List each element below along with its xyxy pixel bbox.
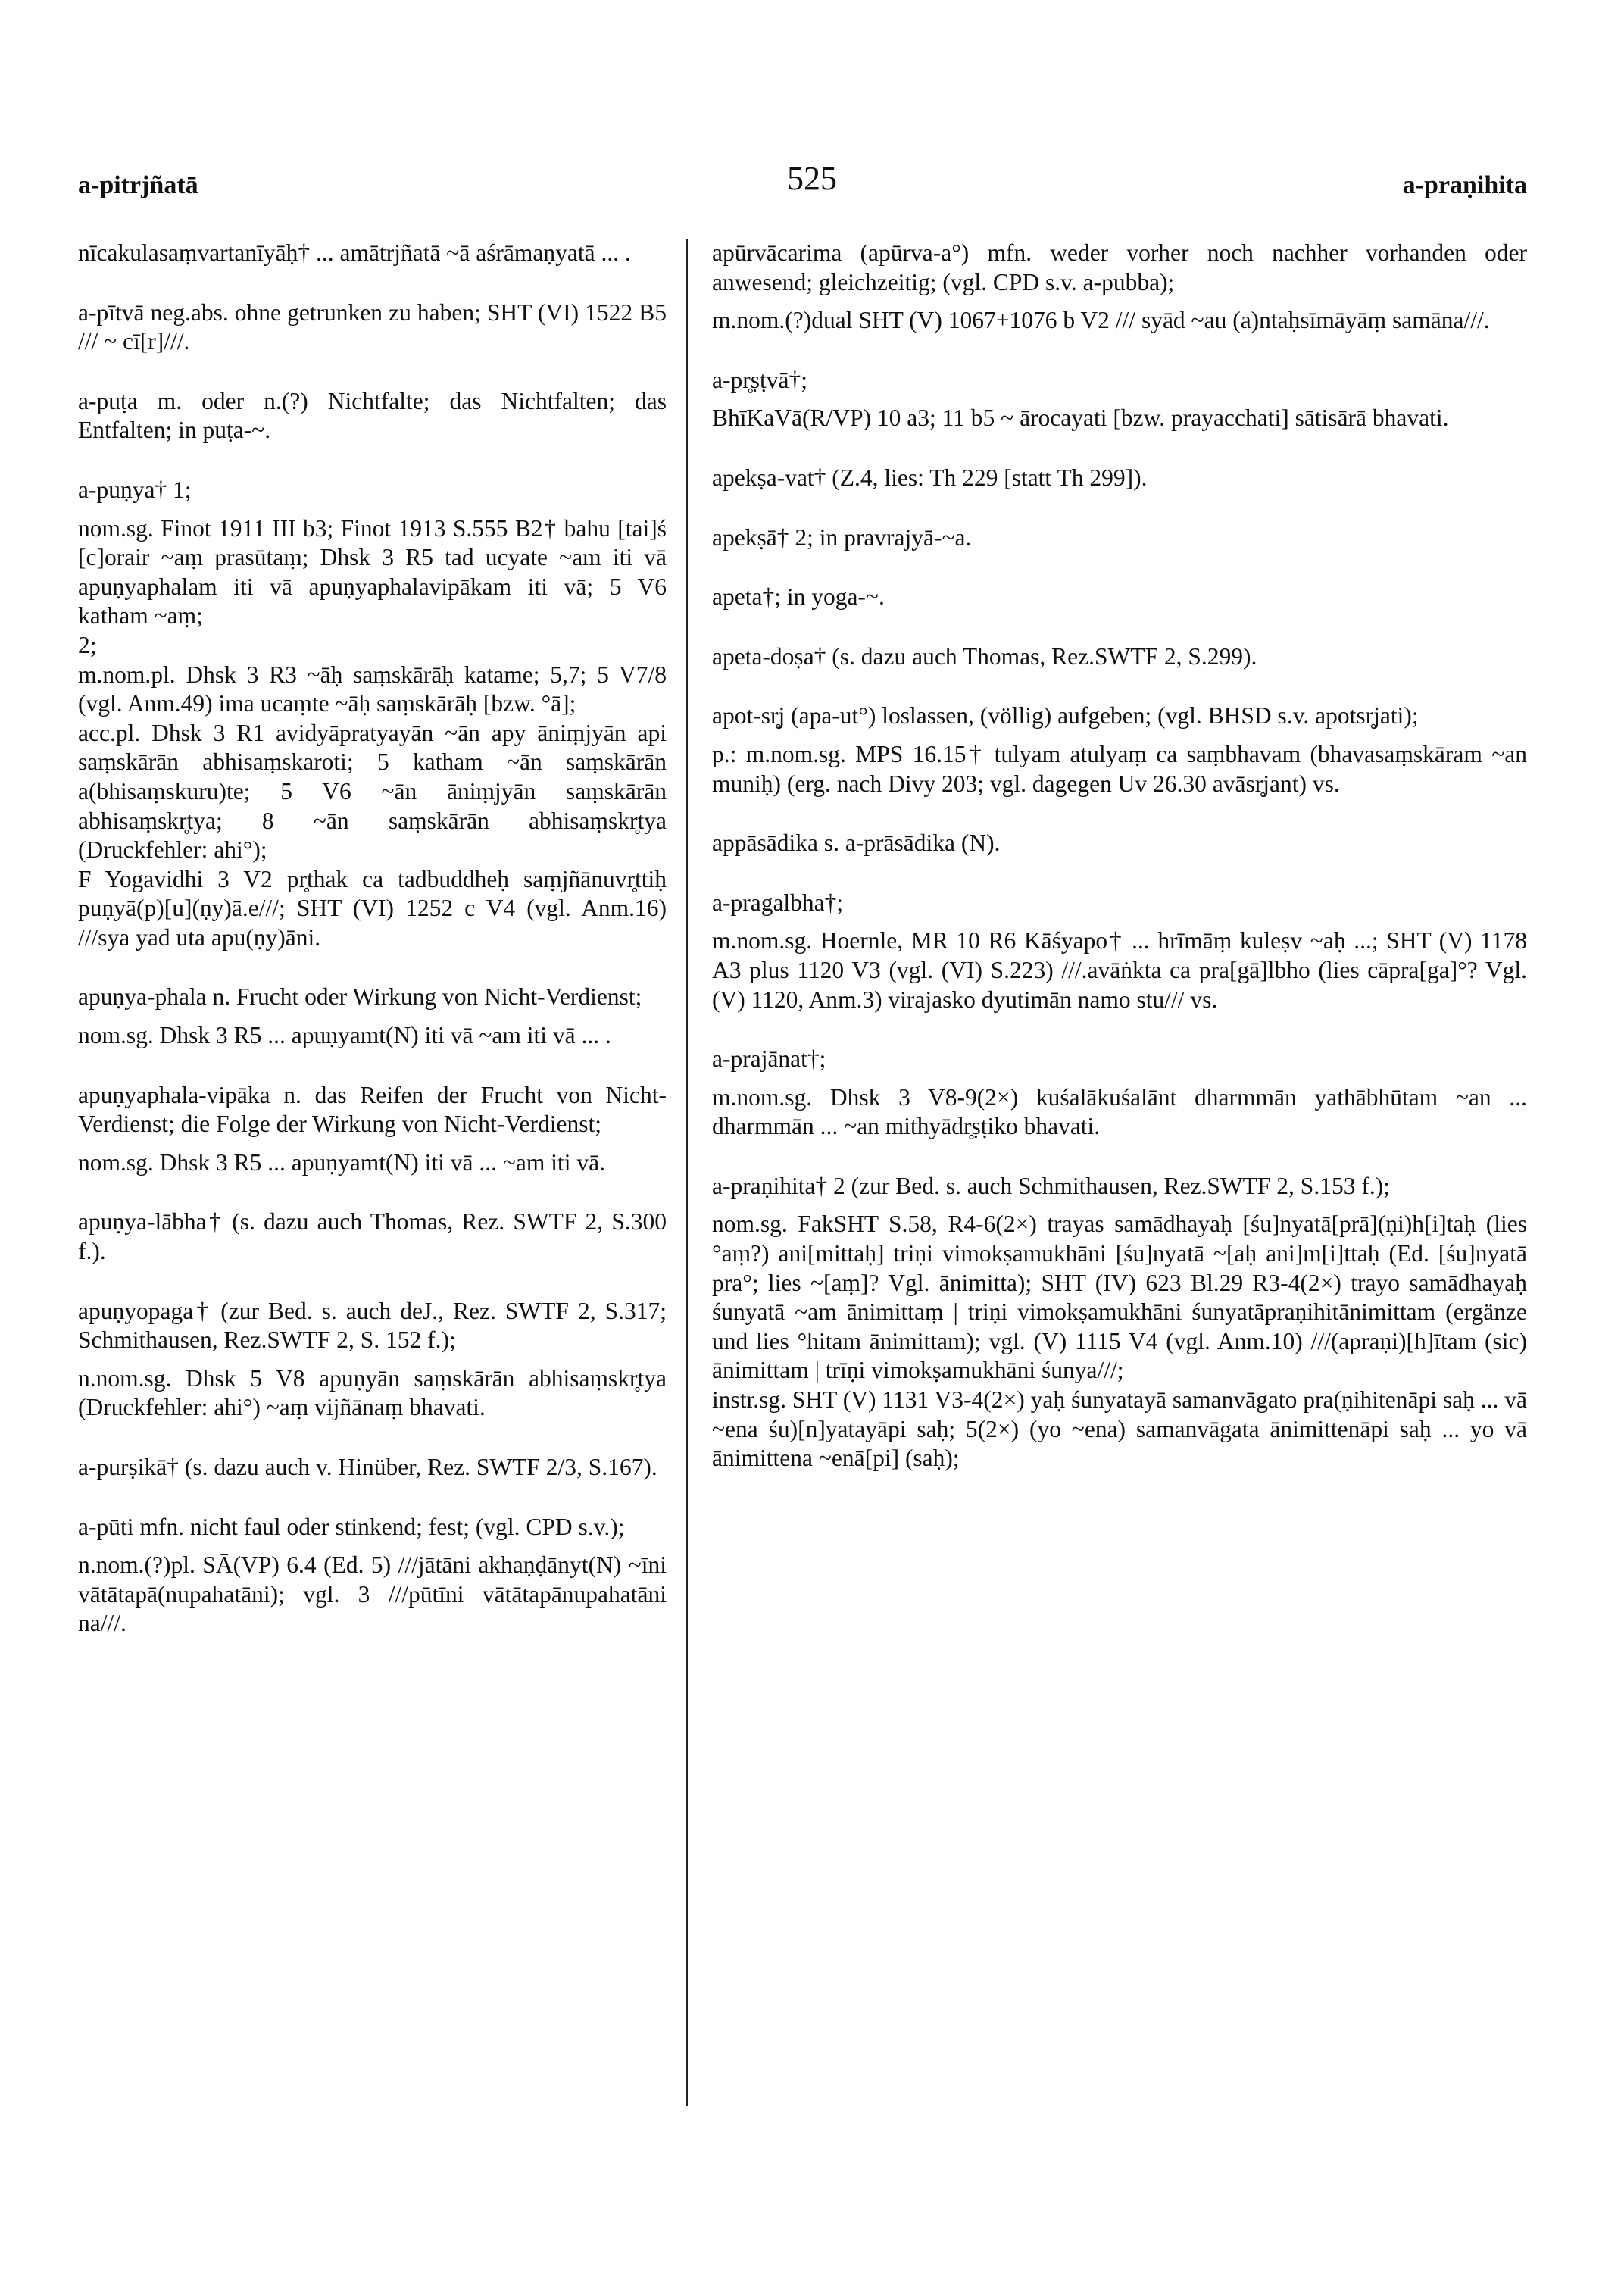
entry-line: nom.sg. FakSHT S.58, R4-6(2×) trayas samādhayaḥ [śu]nyatā[prā](ṇi)h[i]taḥ (lies °aṃ?) ani[mittaḥ] triṇi vimokṣamukhāni [śu]nyatā ~[aḥ ani]m[i]ttaḥ (Ed. [śu]nyatā pra°; lies ~[aṃ]? Vgl. ānimitta); SHT (IV) 623 Bl.29 R3-4(2×) trayo samādhayaḥ śunyatā ~am ānimittaṃ | triṇi vimokṣamukhāni śunyatāpraṇihitānimittam (ergänze und lies °hitam ānimittam); vgl. (V) 1115 V4 (vgl. Anm.10) ///(apraṇi)[h]ītam (sic) ānimittam | trīṇi vimokṣamukhāni śunya///;: [712, 1211, 1527, 1384]
dictionary-entry: [712, 829, 1527, 858]
left-column: [78, 239, 667, 1669]
dictionary-entry: [712, 366, 1527, 433]
dictionary-entry: [712, 523, 1527, 553]
entry-line: apeta-doṣa† (s. dazu auch Thomas, Rez.SWTF 2, S.299).: [712, 642, 1257, 670]
entry-line: acc.pl. Dhsk 3 R1 avidyāpratyayān ~ān apy āniṃjyān api saṃskārān abhisaṃskaroti; 5 katham ~ān saṃskārān a(bhisaṃskuru)te; 5 V6 ~ān āniṃjyān saṃskārān abhisaṃskr̥tya; 8 ~ān saṃskārān abhisaṃskr̥tya (Druckfehler: ahi°);: [78, 719, 667, 864]
entry-headword-line: apūrvācarima (apūrva-a°) mfn. weder vorher noch nachher vorhanden oder anwesend; gleichzeitig; (vgl. CPD s.v. a-pubba);: [712, 239, 1527, 295]
entry-headword-line: a-pr̥ṣṭvā†;: [712, 366, 807, 393]
entry-line: apuṇya-lābha† (s. dazu auch Thomas, Rez. SWTF 2, S.300 f.).: [78, 1208, 667, 1265]
entry-line: m.nom.(?)dual SHT (V) 1067+1076 b V2 /// syād ~au (a)ntaḥsīmāyāṃ samāna///.: [712, 307, 1490, 334]
dictionary-entry: [712, 701, 1527, 798]
entry-line: BhīKaVā(R/VP) 10 a3; 11 b5 ~ ārocayati [bzw. prayacchati] sātisārā bhavati.: [712, 405, 1449, 432]
right-column: [712, 239, 1527, 1504]
entry-line: apekṣā† 2; in pravrajyā-~a.: [712, 523, 972, 551]
dictionary-entry: [78, 387, 667, 445]
dictionary-entry: [712, 464, 1527, 493]
entry-headword-line: apuṇya-phala n. Frucht oder Wirkung von Nicht-Verdienst;: [78, 983, 642, 1011]
entry-line: m.nom.sg. Hoernle, MR 10 R6 Kāśyapo† ... hrīmāṃ kuleṣv ~aḥ ...; SHT (V) 1178 A3 plus 1120 V3 (vgl. (VI) S.223) ///.avāṅkta ca pra[gā]lbho (lies cāpra[ga]°? Vgl. (V) 1120, Anm.3) virajasko dyutimān namo stu/// vs.: [712, 927, 1527, 1013]
entry-headword-line: a-puṇya† 1;: [78, 476, 192, 503]
entry-line: p.: m.nom.sg. MPS 16.15† tulyam atulyaṃ ca saṃbhavam (bhavasaṃskāram ~an muniḥ) (erg. nach Divy 203; vgl. dagegen Uv 26.30 avāsr̥jant) vs.: [712, 740, 1527, 797]
entry-line: a-purṣikā† (s. dazu auch v. Hinüber, Rez. SWTF 2/3, S.167).: [78, 1454, 657, 1480]
dictionary-entry: [78, 1297, 667, 1423]
dictionary-entry: [712, 642, 1527, 672]
page-number: 525: [787, 160, 837, 197]
dictionary-entry: [78, 239, 667, 268]
entry-line: apeta†; in yoga-~.: [712, 583, 885, 611]
column-divider: [686, 239, 688, 2106]
entry-line: n.nom.(?)pl. SĀ(VP) 6.4 (Ed. 5) ///jātāni akhaṇḍānyt(N) ~īni vātātapā(nupahatāni); vgl. 3 ///pūtīni vātātapānupahatāni na///.: [78, 1551, 667, 1637]
entry-line: nom.sg. Dhsk 3 R5 ... apuṇyamt(N) iti vā ... ~am iti vā.: [78, 1148, 605, 1176]
dictionary-entry: [78, 476, 667, 953]
entry-headword-line: a-pūti mfn. nicht faul oder stinkend; fest; (vgl. CPD s.v.);: [78, 1513, 625, 1540]
entry-line: appāsādika s. a-prāsādika (N).: [712, 830, 1001, 857]
dictionary-entry: [712, 1045, 1527, 1142]
entry-line: instr.sg. SHT (V) 1131 V3-4(2×) yaḥ śunyatayā samanvāgato pra(ṇihitenāpi saḥ ... vā ~ena śu)[n]yatayāpi saḥ; 5(2×) (yo ~ena) samanvāgata ānimittenāpi saḥ ... yo vā ānimittena ~enā[pi] (saḥ);: [712, 1386, 1527, 1472]
entry-line: a-puṭa m. oder n.(?) Nichtfalte; das Nichtfalten; das Entfalten; in puṭa-~.: [78, 387, 667, 444]
dictionary-entry: [712, 1172, 1527, 1473]
entry-line: 2;: [78, 631, 97, 658]
entry-line: nom.sg. Finot 1911 III b3; Finot 1913 S.555 B2† bahu [tai]ś [c]orair ~aṃ prasūtaṃ; Dhsk 3 R5 tad ucyate ~am iti vā apuṇyaphalam iti vā apuṇyaphalavipākam iti vā; 5 V6 katham ~aṃ;: [78, 514, 667, 630]
running-head-left: a-pitrjñatā: [78, 171, 198, 199]
dictionary-entry: [78, 298, 667, 357]
dictionary-entry: [78, 983, 667, 1050]
entry-headword-line: apuṇyopaga† (zur Bed. s. auch deJ., Rez. SWTF 2, S.317; Schmithausen, Rez.SWTF 2, S. 152 f.);: [78, 1297, 667, 1354]
entry-line: nom.sg. Dhsk 3 R5 ... apuṇyamt(N) iti vā ~am iti vā ... .: [78, 1022, 611, 1049]
entry-line: m.nom.sg. Dhsk 3 V8-9(2×) kuśalākuśalānt dharmmān yathābhūtam ~an ... dharmmān ... ~an mithyādr̥ṣṭiko bhavati.: [712, 1083, 1527, 1140]
entry-line: nīcakulasaṃvartanīyāḥ† ... amātrjñatā ~ā aśrāmaṇyatā ... .: [78, 239, 631, 266]
dictionary-entry: [712, 239, 1527, 336]
dictionary-entry: [78, 1208, 667, 1266]
dictionary-entry: [78, 1081, 667, 1178]
entry-line: n.nom.sg. Dhsk 5 V8 apuṇyān saṃskārān abhisaṃskr̥tya (Druckfehler: ahi°) ~aṃ vijñānaṃ bhavati.: [78, 1364, 667, 1421]
running-head-right: a-praṇihita: [1402, 171, 1527, 199]
entry-headword-line: apot-sr̥j (apa-ut°) loslassen, (völlig) aufgeben; (vgl. BHSD s.v. apotsr̥jati);: [712, 702, 1419, 730]
dictionary-entry: [78, 1453, 667, 1483]
dictionary-entry: [712, 583, 1527, 612]
entry-line: m.nom.pl. Dhsk 3 R3 ~āḥ saṃskārāḥ katame; 5,7; 5 V7/8 (vgl. Anm.49) ima ucaṃte ~āḥ saṃskārāḥ [bzw. °ā];: [78, 661, 667, 717]
entry-headword-line: apuṇyaphala-vipāka n. das Reifen der Frucht von Nicht-Verdienst; die Folge der Wirkung von Nicht-Verdienst;: [78, 1081, 667, 1138]
entry-line: apekṣa-vat† (Z.4, lies: Th 229 [statt Th 299]).: [712, 464, 1148, 491]
dictionary-entry: [712, 889, 1527, 1014]
entry-line: a-pītvā neg.abs. ohne getrunken zu haben; SHT (VI) 1522 B5 /// ~ cī[r]///.: [78, 298, 667, 355]
entry-line: F Yogavidhi 3 V2 pr̥thak ca tadbuddheḥ saṃjñānuvr̥ttiḥ puṇyā(p)[u](ṇy)ā.e///; SHT (VI) 1252 c V4 (vgl. Anm.16) ///sya yad uta apu(ṇy)āni.: [78, 865, 667, 951]
entry-headword-line: a-pragalbha†;: [712, 889, 844, 916]
entry-headword-line: a-praṇihita† 2 (zur Bed. s. auch Schmithausen, Rez.SWTF 2, S.153 f.);: [712, 1172, 1390, 1199]
entry-headword-line: a-prajānat†;: [712, 1045, 826, 1073]
dictionary-entry: [78, 1513, 667, 1639]
